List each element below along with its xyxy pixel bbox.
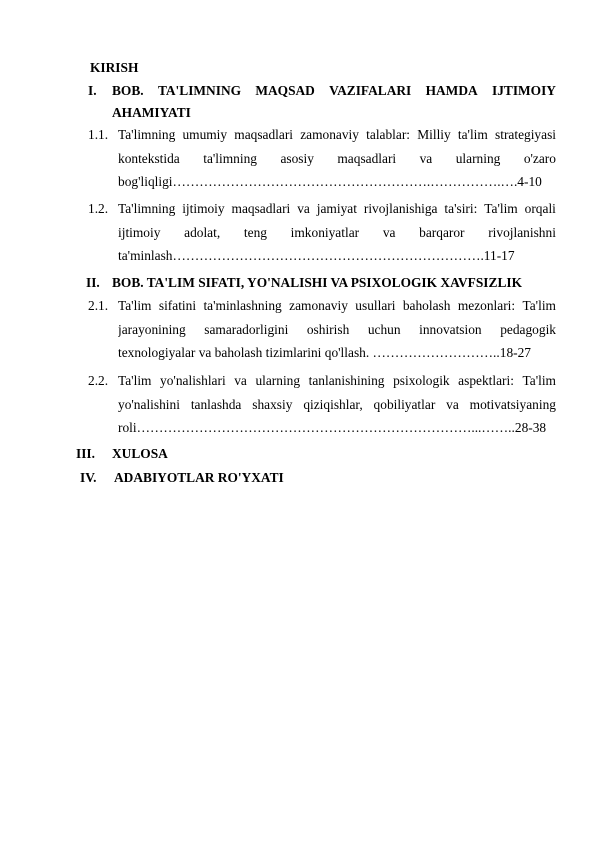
word: maqsadlari: [337, 150, 397, 166]
word: va: [446, 396, 459, 412]
word: TA'LIMNING: [157, 83, 242, 98]
toc-sec1-number: I.: [88, 83, 97, 98]
toc-s12-line2: [118, 221, 556, 245]
toc-s22-number: 2.2.: [88, 373, 109, 388]
word: orqali: [524, 201, 556, 216]
word: jarayonining: [118, 321, 186, 337]
word: asosiy: [280, 150, 314, 166]
word: oshirish: [306, 321, 350, 337]
word: va: [382, 224, 396, 240]
word: MAQSAD: [255, 83, 315, 98]
toc-sec1-title-line1: [112, 82, 556, 100]
toc-sec2-number: II.: [86, 275, 100, 290]
toc-s22-line3: roli…………………………………………………………………...……..28-38: [118, 420, 547, 436]
word: VAZIFALARI: [329, 83, 412, 98]
word: Milliy: [417, 127, 451, 142]
toc-s12-line3: ta'minlash…………………………………………………………….11-17: [118, 248, 515, 264]
word: Ta'limning: [118, 201, 176, 216]
word: ta'limning: [203, 150, 257, 166]
toc-sec3-title: XULOSA: [112, 446, 168, 461]
word: ijtimoiy: [118, 224, 161, 240]
word: maqsadlari: [234, 127, 294, 142]
word: qiziqishlar,: [303, 396, 363, 412]
toc-s11-line2: [118, 147, 556, 171]
word: ta'lim: [457, 127, 488, 142]
toc-sec4-number: IV.: [80, 470, 97, 485]
word: aspektlari:: [458, 373, 514, 388]
toc-s11-number: 1.1.: [88, 127, 109, 142]
word: baholash: [402, 298, 451, 313]
toc-s12-line1: [118, 197, 556, 221]
toc-s12-text: [118, 197, 556, 268]
toc-s21-line2: [118, 318, 556, 342]
word: sifatini: [158, 298, 197, 313]
word: yo'nalishlari: [160, 373, 226, 388]
toc-s11-line3: bog'liqligi………………………………………………….…………….….4-10: [118, 174, 542, 190]
word: Ta'lim: [522, 298, 556, 313]
toc-sec1-title-line2: AHAMIYATI: [112, 105, 191, 120]
word: Ta'lim: [118, 298, 152, 313]
word: Ta'lim: [118, 373, 152, 388]
word: o'zaro: [523, 150, 556, 166]
word: teng: [243, 224, 267, 240]
word: Ta'limning: [118, 127, 176, 142]
toc-s22-line1: [118, 369, 556, 393]
toc-s21-number: 2.1.: [88, 298, 109, 313]
toc-sec3-number: III.: [76, 446, 95, 461]
word: ta'minlashning: [203, 298, 282, 313]
word: yo'nalishini: [118, 396, 180, 412]
word: motivatsiyaning: [469, 396, 556, 412]
word: ijtimoiy: [182, 201, 225, 216]
word: va: [234, 373, 247, 388]
word: maqsadlari: [231, 201, 291, 216]
word: BOB.: [112, 83, 144, 98]
toc-s21-line3: texnologiyalar va baholash tizimlarini qo'llash. ………………………..18-27: [118, 345, 531, 361]
toc-s11-line1: [118, 123, 556, 147]
word: imkoniyatlar: [290, 224, 360, 240]
word: umumiy: [182, 127, 228, 142]
word: IJTIMOIY: [491, 83, 556, 98]
word: innovatsion: [419, 321, 482, 337]
toc-s22-text: [118, 369, 556, 440]
toc-kirish: KIRISH: [90, 60, 139, 75]
toc-s11-text: [118, 123, 556, 194]
toc-s12-number: 1.2.: [88, 201, 109, 216]
word: zamonaviy: [289, 298, 348, 313]
word: talablar:: [366, 127, 411, 142]
word: qobiliyatlar: [373, 396, 436, 412]
word: shaxsiy: [252, 396, 293, 412]
word: tanlashda: [190, 396, 242, 412]
word: ta'siri:: [444, 201, 478, 216]
toc-sec2-title: BOB. TA'LIM SIFATI, YO'NALISHI VA PSIXOLOGIK XAVFSIZLIK: [112, 275, 523, 290]
word: jamiyat: [316, 201, 357, 216]
word: usullari: [355, 298, 396, 313]
word: barqaror: [419, 224, 465, 240]
toc-s22-line2: [118, 393, 556, 417]
word: va: [419, 150, 433, 166]
toc-s21-line1: [118, 294, 556, 318]
word: ularning: [255, 373, 301, 388]
word: ularning: [455, 150, 501, 166]
word: kontekstida: [118, 150, 180, 166]
word: rivojlanishni: [488, 224, 556, 240]
word: pedagogik: [500, 321, 556, 337]
word: HAMDA: [425, 83, 478, 98]
word: uchun: [367, 321, 401, 337]
word: Ta'lim: [484, 201, 518, 216]
word: adolat,: [184, 224, 221, 240]
word: zamonaviy: [300, 127, 359, 142]
word: samaradorligini: [204, 321, 289, 337]
word: strategiyasi: [495, 127, 556, 142]
toc-sec4-title: ADABIYOTLAR RO'YXATI: [114, 470, 284, 485]
toc-s21-text: [118, 294, 556, 365]
word: mezonlari:: [457, 298, 516, 313]
word: tanlanishining: [308, 373, 385, 388]
word: va: [297, 201, 310, 216]
word: Ta'lim: [522, 373, 556, 388]
word: rivojlanishiga: [363, 201, 438, 216]
word: psixologik: [393, 373, 450, 388]
